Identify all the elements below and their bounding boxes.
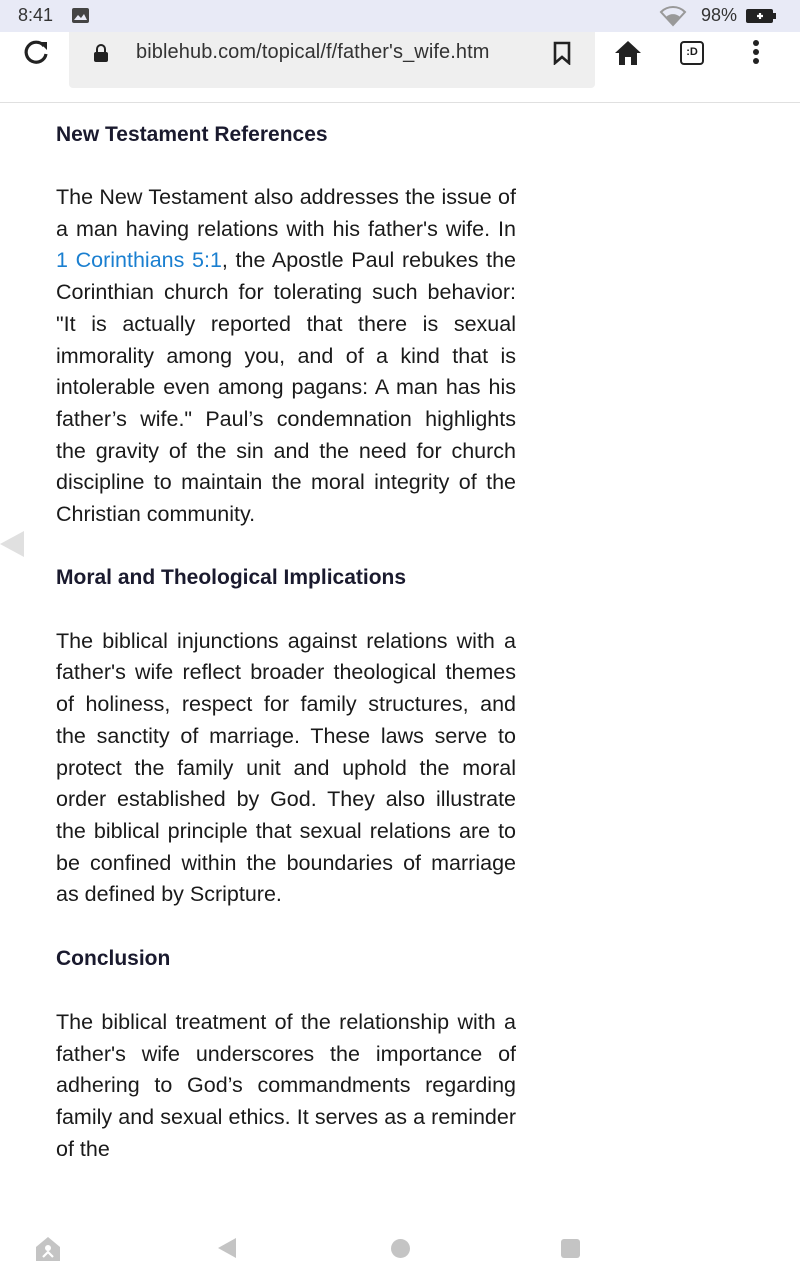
nav-recent-icon[interactable] [561, 1239, 580, 1258]
section-heading: New Testament References [56, 123, 328, 146]
wifi-icon [659, 5, 687, 27]
status-time: 8:41 [18, 5, 54, 25]
tab-switcher-icon[interactable]: :D [680, 41, 704, 65]
scripture-link[interactable]: 1 Corinthians 5:1 [56, 248, 222, 273]
more-vert-icon[interactable] [748, 38, 764, 68]
left-arrow-icon[interactable] [0, 531, 24, 557]
paragraph-text: , the Apostle Paul rebukes the Corinthian church for tolerating such behavior: "It is actually reported that there is sexual immorality among you, and of a kind that is intolerable even among pagans: A man has his father’s wife." Paul’s condemnation highlights the gravity of the sin and the need for church discipline to maintain the moral integrity of the Christian community. [56, 248, 516, 527]
section-paragraph: The biblical treatment of the relationship with a father's wife underscores the importance of adhering to God’s commandments regarding family and sexual ethics. It serves as a reminder of the [56, 1010, 516, 1161]
image-icon [72, 8, 89, 23]
nav-home-icon[interactable] [391, 1239, 410, 1258]
lock-icon [94, 44, 108, 62]
system-nav-bar [0, 1216, 800, 1280]
battery-charging-icon [746, 9, 776, 23]
section-paragraph [56, 182, 516, 531]
section-heading: Conclusion [56, 947, 171, 971]
article-content [56, 102, 516, 1166]
browser-toolbar [0, 32, 800, 103]
url-text[interactable]: biblehub.com/topical/f/father's_wife.htm [136, 41, 490, 63]
section-heading: Moral and Theological Implications [56, 565, 407, 589]
section-paragraph: The biblical injunctions against relations with a father's wife reflect broader theological themes of holiness, respect for family structures, and the sanctity of marriage. These laws serve to protect the family unit and uphold the moral order established by God. They also illustrate the biblical principle that sexual relations are to be confined within the boundaries of marriage as defined by Scripture. [56, 628, 516, 907]
accessibility-icon[interactable] [34, 1235, 62, 1263]
address-bar[interactable] [69, 32, 595, 88]
battery-percent: 98% [701, 5, 738, 25]
paragraph-text: The New Testament also addresses the issue of a man having relations with his father's wife. In [56, 185, 516, 241]
bookmark-icon[interactable] [553, 41, 571, 65]
nav-back-icon[interactable] [218, 1238, 236, 1258]
status-bar [0, 0, 800, 32]
home-icon[interactable] [614, 40, 642, 66]
reload-icon[interactable] [22, 38, 50, 66]
